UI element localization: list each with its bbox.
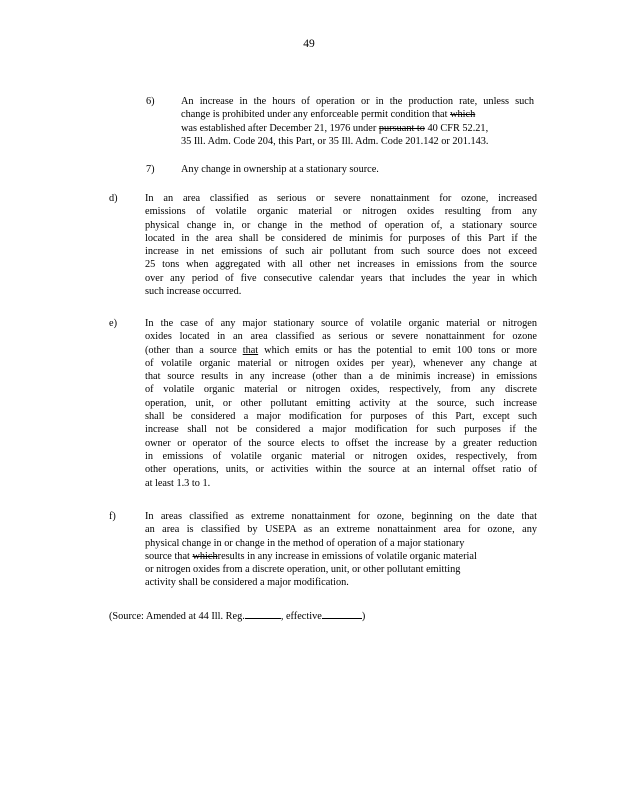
item-d-line: such increase occurred. [145, 286, 242, 298]
item-e-line: owner or operator of the source elects to offset the increase by a greater reduction [145, 437, 537, 449]
struck-text: which [192, 550, 218, 562]
item-e-marker: e) [109, 318, 117, 329]
item-d-line: increase in net emissions of such air pollutant from such source does not exceed [145, 246, 537, 258]
item-e-line: at least 1.3 to 1. [145, 477, 211, 489]
item-e-line: (other than a source that which emits or has the potential to emit 100 tons or more [145, 344, 537, 356]
item-6-line: An increase in the hours of operation or in the production rate, unless such [181, 96, 534, 107]
item-e-line: other operations, units, or activities within the source at an internal offset ratio of [145, 464, 537, 476]
item-f-line: physical change in or change in the method of operation of a major stationary [145, 537, 465, 549]
item-f-line: an area is classified by USEPA as an extreme nonattainment area for ozone, any [145, 524, 537, 536]
item-7-marker: 7) [146, 164, 155, 175]
source-note: (Source: Amended at 44 Ill. Reg. , effective ) [109, 608, 529, 623]
item-f-line: source that whichresults in any increase in emissions of volatile organic material [145, 550, 477, 562]
item-d-line: 25 tons when aggregated with all other net increases in emissions from the source [145, 259, 537, 271]
item-6-line: change is prohibited under any enforceable permit condition that which [181, 109, 476, 121]
item-d-line: physical change in, or change in the method of operation of, a stationary source [145, 219, 537, 231]
item-e-line: of volatile organic material or nitrogen oxides per year), whenever any change at [145, 357, 537, 369]
item-d-line: In an area classified as serious or severe nonattainment for ozone, increased [145, 193, 537, 204]
item-6-line: 35 Ill. Adm. Code 204, this Part, or 35 Ill. Adm. Code 201.142 or 201.143. [181, 135, 489, 147]
item-e-line: In the case of any major stationary source of volatile organic material or nitrogen [145, 318, 537, 329]
item-e-line: in emissions of volatile organic material or nitrogen oxides, respectively, from [145, 450, 537, 462]
item-f-line: In areas classified as extreme nonattainment for ozone, beginning on the date that [145, 511, 537, 522]
item-f-line: or nitrogen oxides from a discrete operation, unit, or other pollutant emitting [145, 564, 461, 576]
struck-text: which [450, 109, 476, 121]
item-e-line: shall be considered a major modification for purposes of this Part, except such [145, 411, 537, 423]
item-d-marker: d) [109, 193, 118, 204]
effective-date-blank [322, 608, 362, 619]
item-d-line: located in the area shall be considered de minimis for purposes of this Part if the [145, 232, 537, 244]
item-6-line: was established after December 21, 1976 under pursuant to 40 CFR 52.21, [181, 122, 489, 134]
item-e-line: oxides located in an area classified as serious or severe nonattainment for ozone [145, 331, 537, 343]
item-e-line: of volatile organic material or nitrogen oxides, respectively, from any discrete [145, 384, 537, 396]
item-d-line: emissions of volatile organic material or nitrogen oxides resulting from any [145, 206, 537, 218]
item-7-text: Any change in ownership at a stationary source. [181, 164, 379, 175]
item-e-line: increase shall not be considered a major modification for such purposes if the [145, 424, 537, 436]
item-e-line: that source results in any increase (other than a de minimis increase) in emissions [145, 371, 537, 383]
item-f-marker: f) [109, 511, 116, 522]
item-f-line: activity shall be considered a major modification. [145, 577, 349, 589]
struck-text: pursuant to [378, 122, 425, 134]
underlined-text: that [242, 344, 259, 356]
page-number: 49 [303, 38, 315, 50]
item-e-line: operation, unit, or other pollutant emitting activity at the source, such increase [145, 397, 537, 409]
item-6-marker: 6) [146, 96, 155, 107]
reg-blank [245, 608, 281, 619]
item-d-line: over any period of five consecutive calendar years that includes the year in which [145, 272, 537, 284]
